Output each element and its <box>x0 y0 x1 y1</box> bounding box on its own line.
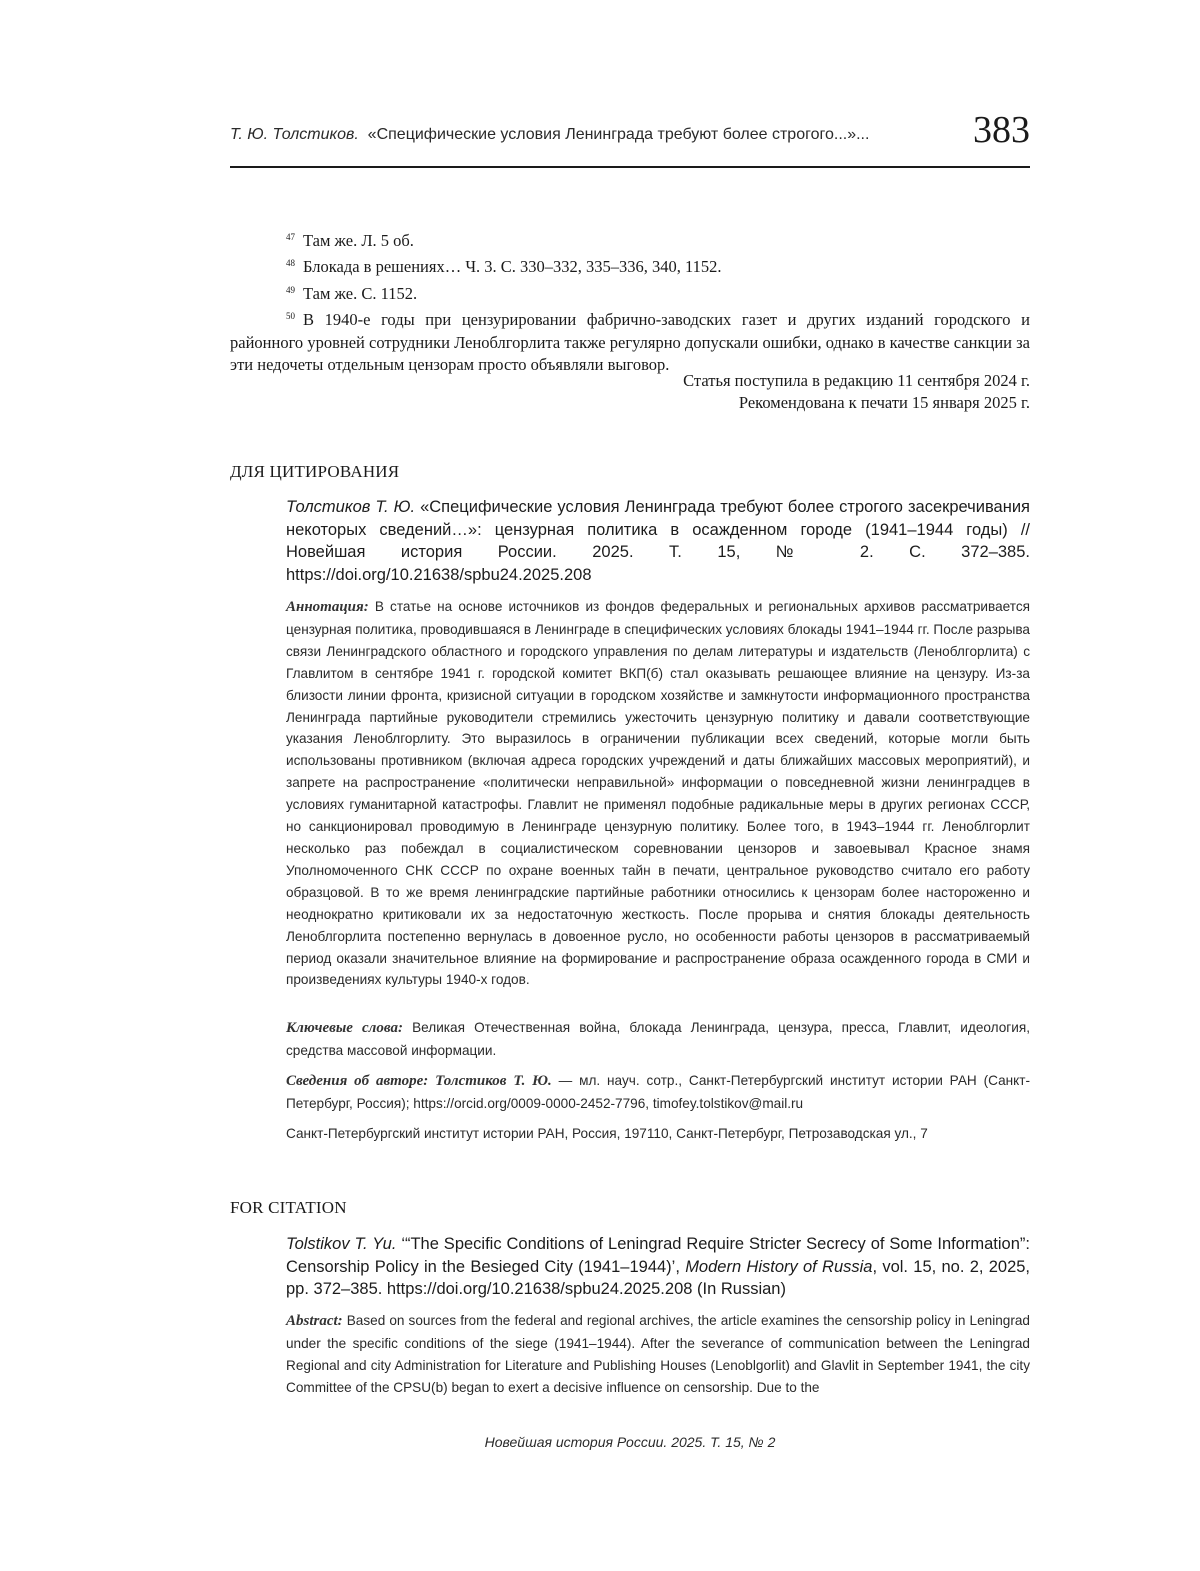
ru-author-text: — мл. науч. сотр., Санкт-Петербургский институт истории РАН (Санкт-Петербург, Россия); https://orcid.org/0009-0000-2452-7796, timofey.tolstikov@mail.ru <box>286 1073 1030 1111</box>
ru-keywords-label: Ключевые слова: <box>286 1020 403 1036</box>
footnote <box>230 226 1030 252</box>
ru-author-info <box>286 1070 1030 1115</box>
footnote-number: 49 <box>286 284 295 295</box>
running-head-text <box>230 126 869 144</box>
en-citation-heading: FOR CITATION <box>230 1198 347 1217</box>
footnote <box>230 305 1030 376</box>
ru-citation-heading: ДЛЯ ЦИТИРОВАНИЯ <box>230 462 400 481</box>
ru-keywords <box>286 1017 1030 1062</box>
footnotes <box>230 226 1030 376</box>
ru-abstract-block <box>286 596 1030 991</box>
en-citation-author: Tolstikov T. Yu. <box>286 1235 397 1253</box>
en-abstract-text: Based on sources from the federal and regional archives, the article examines the censorship policy in Leningrad under the specific conditions of the siege (1941–1944). After the severance of communication between the Leningrad Regional and city Administration for Literature and Publishing Houses (Lenoblgorlit) and Glavlit in September 1941, the city Committee of the CPSU(b) began to exert a decisive influence on censorship. Due to the <box>286 1313 1030 1395</box>
footnote-text: Там же. Л. 5 об. <box>303 231 414 250</box>
article-dates <box>230 370 1030 415</box>
en-abstract <box>286 1310 1030 1399</box>
ru-citation-text: «Специфические условия Ленинграда требуют более строгого засекречивания некоторых сведений…»: цензурная политика в осажденном городе (1941–1944 годы) // Новейшая история России. 2025. Т. 15, № 2. С. 372–385. https://doi.org/10.21638/spbu24.2025.208 <box>286 498 1030 584</box>
en-citation-text-end: , vol. 15, no. 2, 2025, pp. 372–385. https://doi.org/10.21638/spbu24.2025.208 (In Russian) <box>286 1257 1031 1298</box>
running-header <box>230 106 1030 166</box>
footnote-text: Там же. С. 1152. <box>303 283 418 303</box>
ru-author-block <box>286 1070 1030 1115</box>
ru-keywords-text: Великая Отечественная война, блокада Ленинграда, цензура, пресса, Главлит, идеология, средства массовой информации. <box>286 1020 1030 1058</box>
running-head-author: Т. Ю. Толстиков. <box>230 126 359 143</box>
ru-address-block <box>286 1123 1030 1145</box>
ru-citation-block <box>286 496 1030 586</box>
ru-citation-author: Толстиков Т. Ю. <box>286 498 416 516</box>
page-number: 383 <box>973 109 1030 151</box>
en-abstract-block <box>286 1310 1030 1399</box>
en-citation-block <box>286 1233 1030 1301</box>
ru-abstract <box>286 596 1030 991</box>
footnote-number: 47 <box>286 232 295 242</box>
footnote-text: Блокада в решениях… Ч. 3. С. 330–332, 335–336, 340, 1152. <box>303 257 722 277</box>
ru-address: Санкт-Петербургский институт истории РАН, Россия, 197110, Санкт-Петербург, Петрозаводская ул., 7 <box>286 1126 928 1141</box>
ru-abstract-text: В статье на основе источников из фондов федеральных и региональных архивов рассматривается цензурная политика, проводившаяся в Ленинграде в специфических условиях блокады 1941–1944 гг. После разрыва связи Ленинградского областного и городского управления по делам литературы и издательств (Леноблгорлита) с Главлитом в сентябре 1941 г. городской комитет ВКП(б) стал оказывать решающее влияние на цензуру. Из-за близости линии фронта, кризисной ситуации в городском хозяйстве и замкнутости информационного пространства Ленинграда партийные руководители стремились ужесточить цензурную политику и давали соответствующие указания Леноблгорлиту. Это выразилось в ограничении публикации всех сведений, которые могли быть использованы противником (включая адреса городских учреждений и даты ближайших массовых мероприятий), и запрете на распространение «политически неправильной» информации о повседневной жизни ленинградцев в условиях гуманитарной катастрофы. Главлит не применял подобные радикальные меры в других регионах СССР, но санкционировал проводимую в Ленинграде цензурную политику. Более того, в 1943–1944 гг. Леноблгорлит несколько раз побеждал в социалистическом соревновании цензоров и завоевывал Красное знамя Уполномоченного СНК СССР по охране военных тайн в печати, центральное руководство считало его работу образцовой. В то же время ленинградские партийные работники относились к цензорам более настороженно и неоднократно критиковали их за недостаточную жесткость. После прорыва и снятия блокады деятельность Леноблгорлита постепенно вернулась в довоенное русло, но особенности работы цензоров в рассматриваемый период оказали значительное влияние на формирование и распространение образа осажденного города в СМИ и произведениях культуры 1940-х годов. <box>286 599 1030 988</box>
en-citation-text: ‘“The Specific Conditions of Leningrad Require Stricter Secrecy of Some Information”: Censorship Policy in the Besieged City (1941–1944)’, <box>286 1235 1030 1276</box>
footnote <box>230 279 1030 305</box>
running-head-title: «Специфические условия Ленинграда требуют более строгого...»... <box>367 126 870 143</box>
running-footer: Новейшая история России. 2025. Т. 15, № 2 <box>484 1434 776 1450</box>
footnote <box>230 252 1030 278</box>
ru-keywords-block <box>286 1017 1030 1062</box>
footnote-number: 50 <box>286 311 295 322</box>
en-citation-journal: Modern History of Russia <box>685 1257 873 1276</box>
received-date: Статья поступила в редакцию 11 сентября 2024 г. <box>683 371 1030 390</box>
ru-citation <box>286 496 1030 586</box>
ru-abstract-label: Аннотация: <box>286 599 369 615</box>
footnote-text: В 1940-е годы при цензурировании фабрично-заводских газет и других изданий городского и районного уровней сотрудники Леноблгорлита также регулярно допускали ошибки, однако в качестве санкции за эти недочеты отдельным цензорам просто объявляли выговор. <box>230 310 1030 375</box>
ru-author-name: Толстиков Т. Ю. <box>428 1073 552 1089</box>
accepted-date: Рекомендована к печати 15 января 2025 г. <box>738 393 1030 413</box>
en-citation <box>286 1233 1030 1301</box>
footnote-number: 48 <box>286 258 295 269</box>
ru-author-label: Сведения об авторе: <box>286 1073 429 1089</box>
en-abstract-label: Abstract: <box>286 1313 343 1329</box>
header-divider <box>230 166 1030 168</box>
